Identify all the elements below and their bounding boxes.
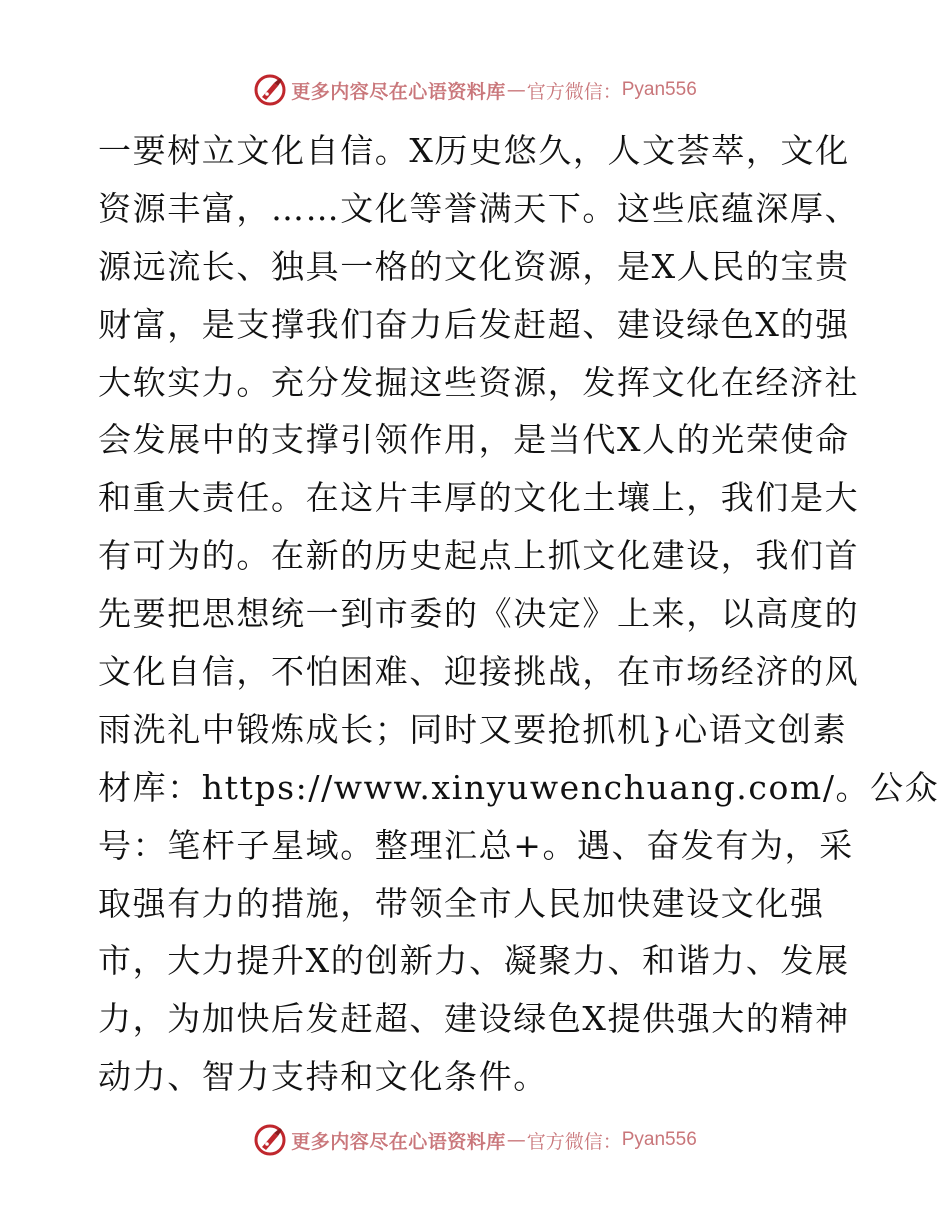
body-line-1: 一要树立文化自信。X历史悠久，人文荟萃，文化 <box>98 131 850 170</box>
body-line-8: 有可为的。在新的历史起点上抓文化建设，我们首 <box>98 536 860 576</box>
body-line-3: 源远流长、独具一格的文化资源，是X人民的宝贵 <box>98 246 850 286</box>
body-line-16: 力，为加快后发赶超、建设绿色X提供强大的精神 <box>98 999 850 1039</box>
body-line-11: 雨洗礼中锻炼成长；同时又要抢抓机}心语文创素 <box>98 709 848 749</box>
banner-contact-label: 官方微信： <box>526 80 622 103</box>
body-line-9: 先要把思想统一到市委的《决定》上来，以高度的 <box>98 594 860 634</box>
banner-title: 更多内容尽在心语资料库 <box>291 80 506 103</box>
body-line-13: 号：笔杆子星域。整理汇总+。遇、奋发有为，采 <box>98 825 854 865</box>
banner-separator: — <box>506 79 526 101</box>
document-body <box>98 122 940 1106</box>
body-line-14: 取强有力的措施，带领全市人民加快建设文化强 <box>98 883 825 923</box>
body-line-17: 动力、智力支持和文化条件。 <box>98 1057 548 1097</box>
header-banner <box>0 70 950 110</box>
banner-contact-id: Pyan556 <box>621 79 697 100</box>
body-line-12: 材库：https://www.xinyuwenchuang.com/。公众 <box>98 767 940 807</box>
body-line-10: 文化自信，不怕困难、迎接挑战，在市场经济的风 <box>98 652 860 692</box>
banner-contact-label: 官方微信： <box>526 1130 622 1153</box>
body-line-15: 市，大力提升X的创新力、凝聚力、和谐力、发展 <box>98 941 850 981</box>
banner-contact-id: Pyan556 <box>621 1129 697 1150</box>
body-line-7: 和重大责任。在这片丰厚的文化土壤上，我们是大 <box>98 478 860 518</box>
pen-nib-logo-icon <box>253 1123 287 1157</box>
body-line-5: 大软实力。充分发掘这些资源，发挥文化在经济社 <box>98 362 860 402</box>
footer-banner <box>0 1120 950 1160</box>
body-line-2: 资源丰富，……文化等誉满天下。这些底蕴深厚、 <box>98 188 860 228</box>
banner-title: 更多内容尽在心语资料库 <box>291 1130 506 1153</box>
body-line-6: 会发展中的支撑引领作用，是当代X人的光荣使命 <box>98 420 850 460</box>
body-line-4: 财富，是支撑我们奋力后发赶超、建设绿色X的强 <box>98 304 850 344</box>
banner-separator: — <box>506 1129 526 1151</box>
pen-nib-logo-icon <box>253 73 287 107</box>
